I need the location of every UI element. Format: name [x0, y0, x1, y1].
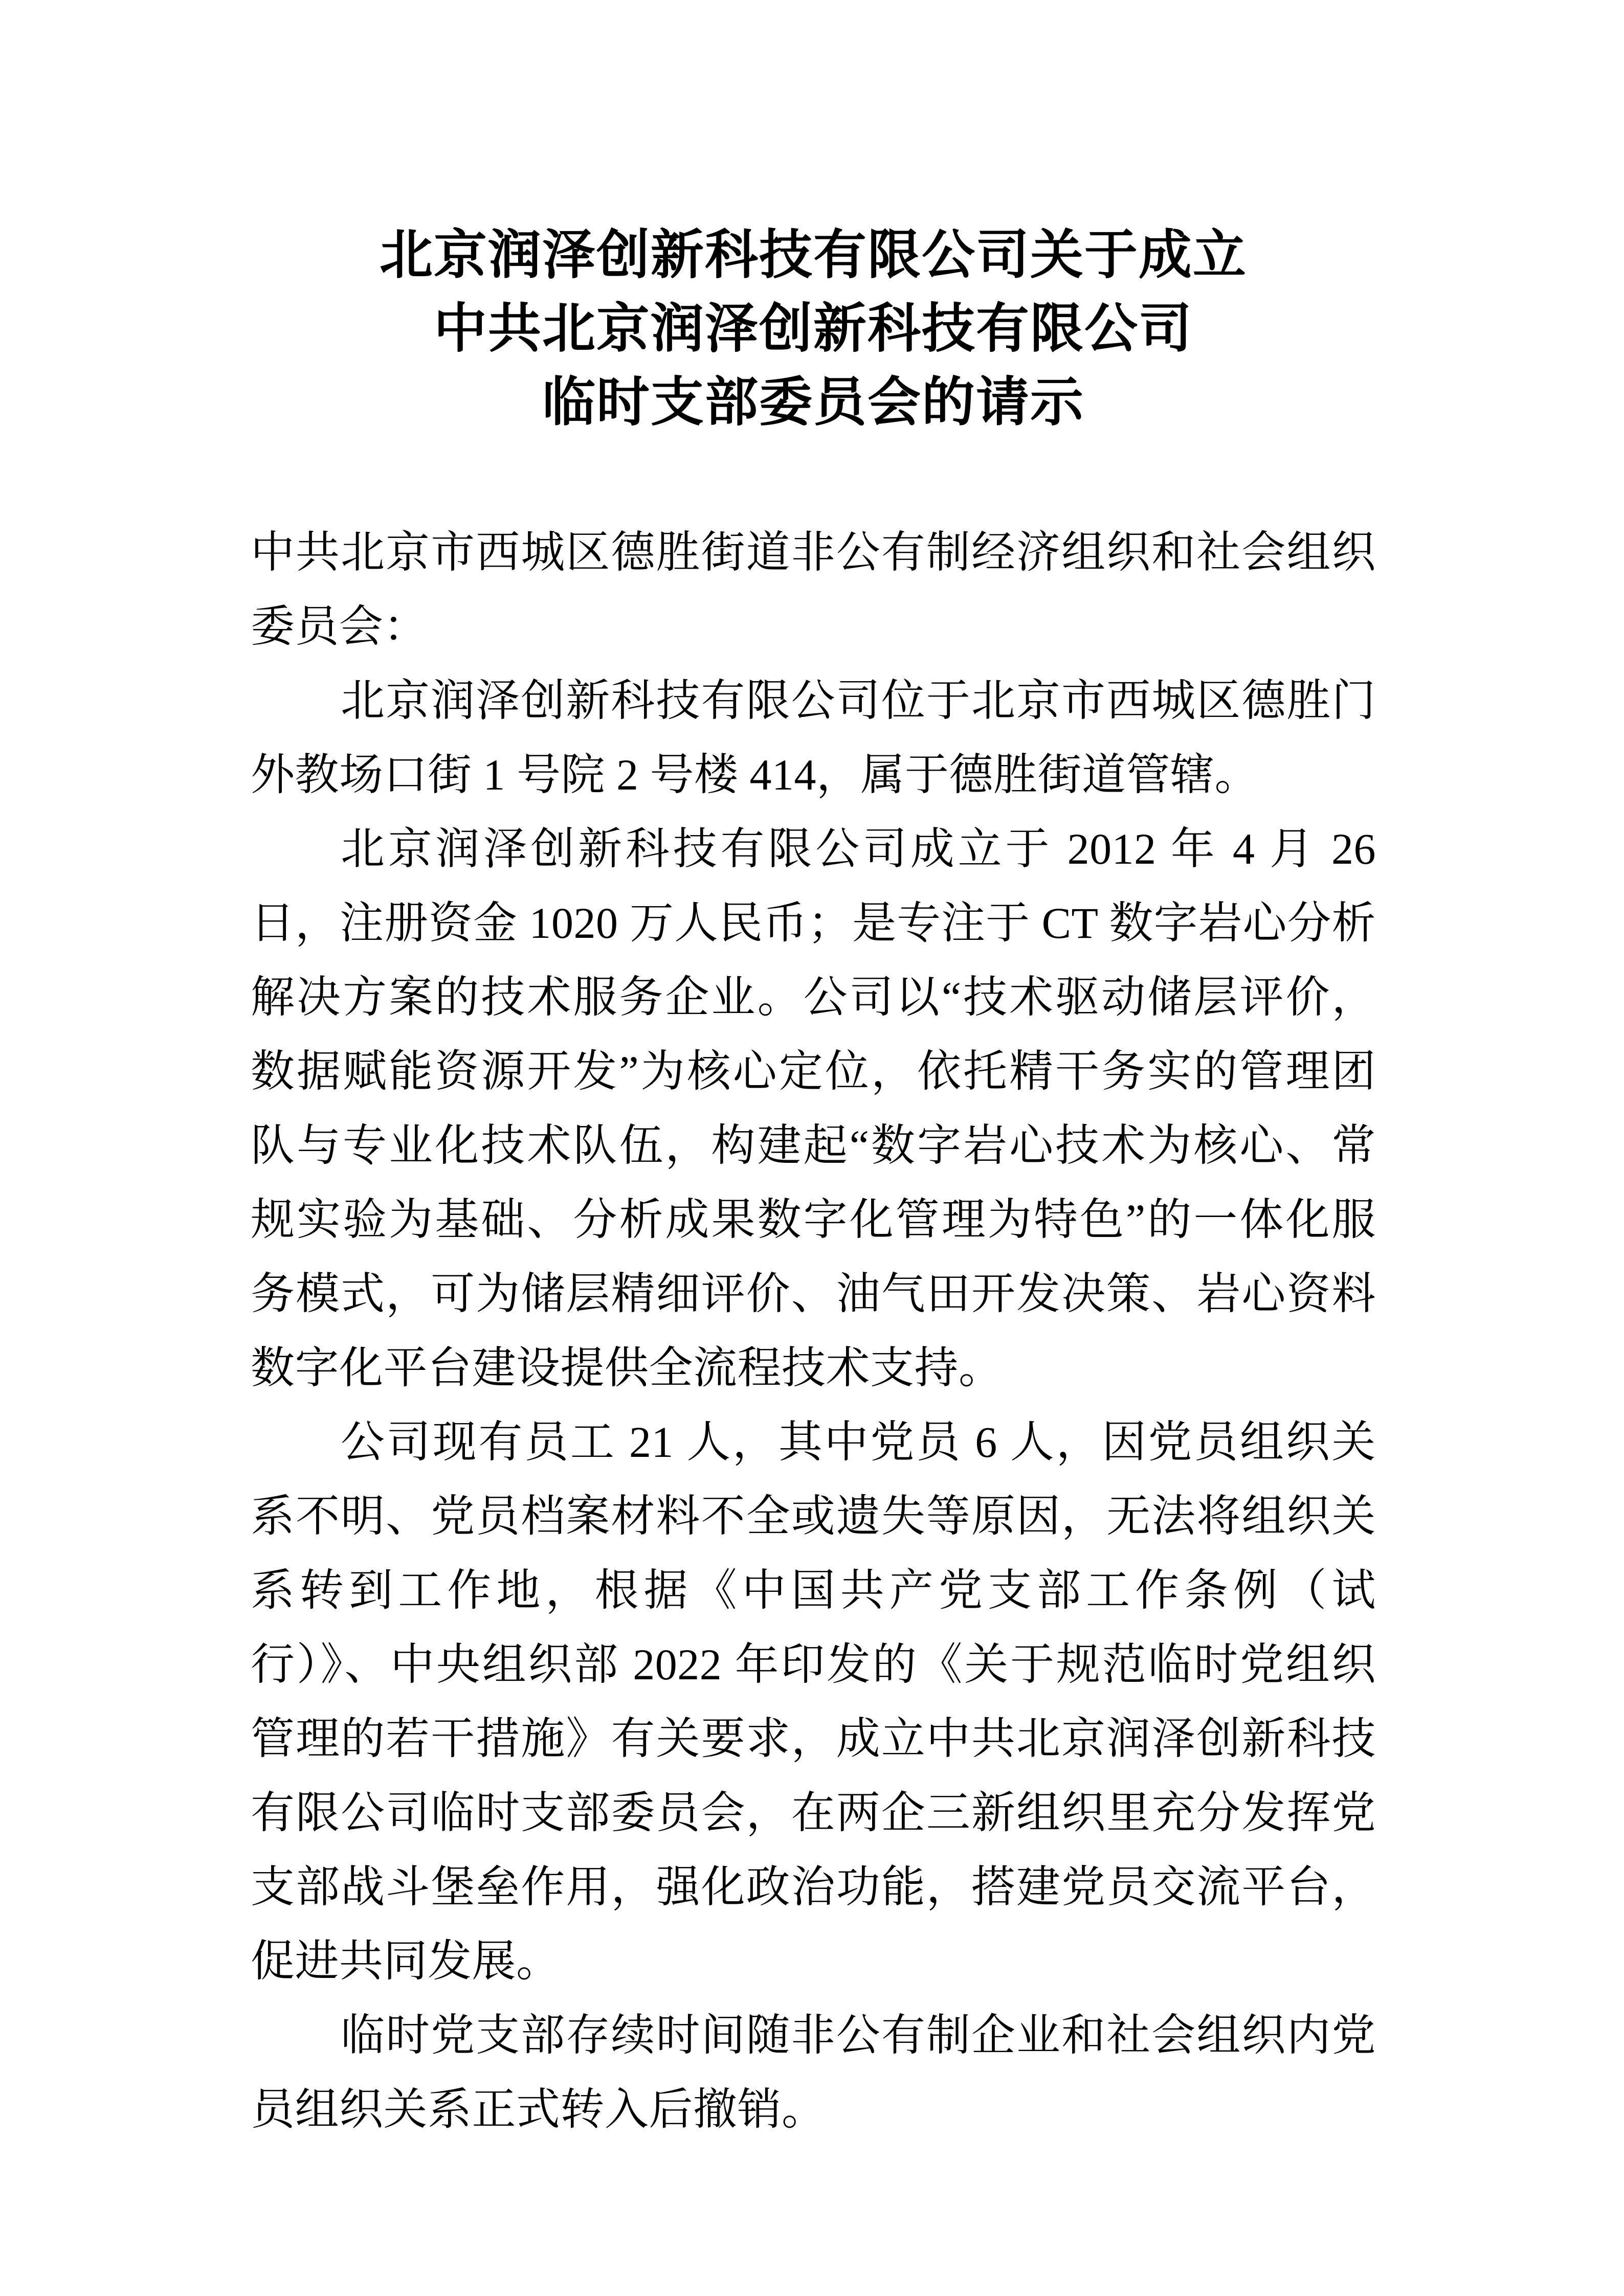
paragraph-address: 北京润泽创新科技有限公司位于北京市西城区德胜门外教场口街 1 号院 2 号楼 414，属于德胜街道管辖。 [251, 676, 1376, 799]
paragraph-duration: 临时党支部存续时间随非公有制企业和社会组织内党员组织关系正式转入后撤销。 [251, 2011, 1376, 2134]
paragraph-company-profile: 北京润泽创新科技有限公司成立于 2012 年 4 月 26 日，注册资金 1020 万人民币；是专注于 CT 数字岩心分析解决方案的技术服务企业。公司以“技术驱动储层评价，数据赋能资源开发”为核心定位，依托精干务实的管理团队与专业化技术队伍，构建起“数字岩心技术为核心、常规实验为基础、分析成果数字化管理为特色”的一体化服务模式，可为储层精细评价、油气田开发决策、岩心资料数字化平台建设提供全流程技术支持。 [251, 824, 1376, 1392]
title-line-3: 临时支部委员会的请示 [542, 373, 1084, 432]
page-title [251, 0, 1376, 440]
document-content-column [251, 0, 1376, 2147]
title-line-2: 中共北京润泽创新科技有限公司 [433, 300, 1193, 358]
paragraph-party-members: 公司现有员工 21 人，其中党员 6 人，因党员组织关系不明、党员档案材料不全或遗失等原因，无法将组织关系转到工作地，根据《中国共产党支部工作条例（试行）》、中央组织部 2022 年印发的《关于规范临时党组织管理的若干措施》有关要求，成立中共北京润泽创新科技有限公司临时支部委员会，在两企三新组织里充分发挥党支部战斗堡垒作用，强化政治功能，搭建党员交流平台，促进共同发展。 [251, 1417, 1376, 1986]
title-line-1: 北京润泽创新科技有限公司关于成立 [379, 226, 1247, 285]
addressee-line: 中共北京市西城区德胜街道非公有制经济组织和社会组织委员会： [251, 528, 1376, 651]
document-body [251, 515, 1376, 2147]
